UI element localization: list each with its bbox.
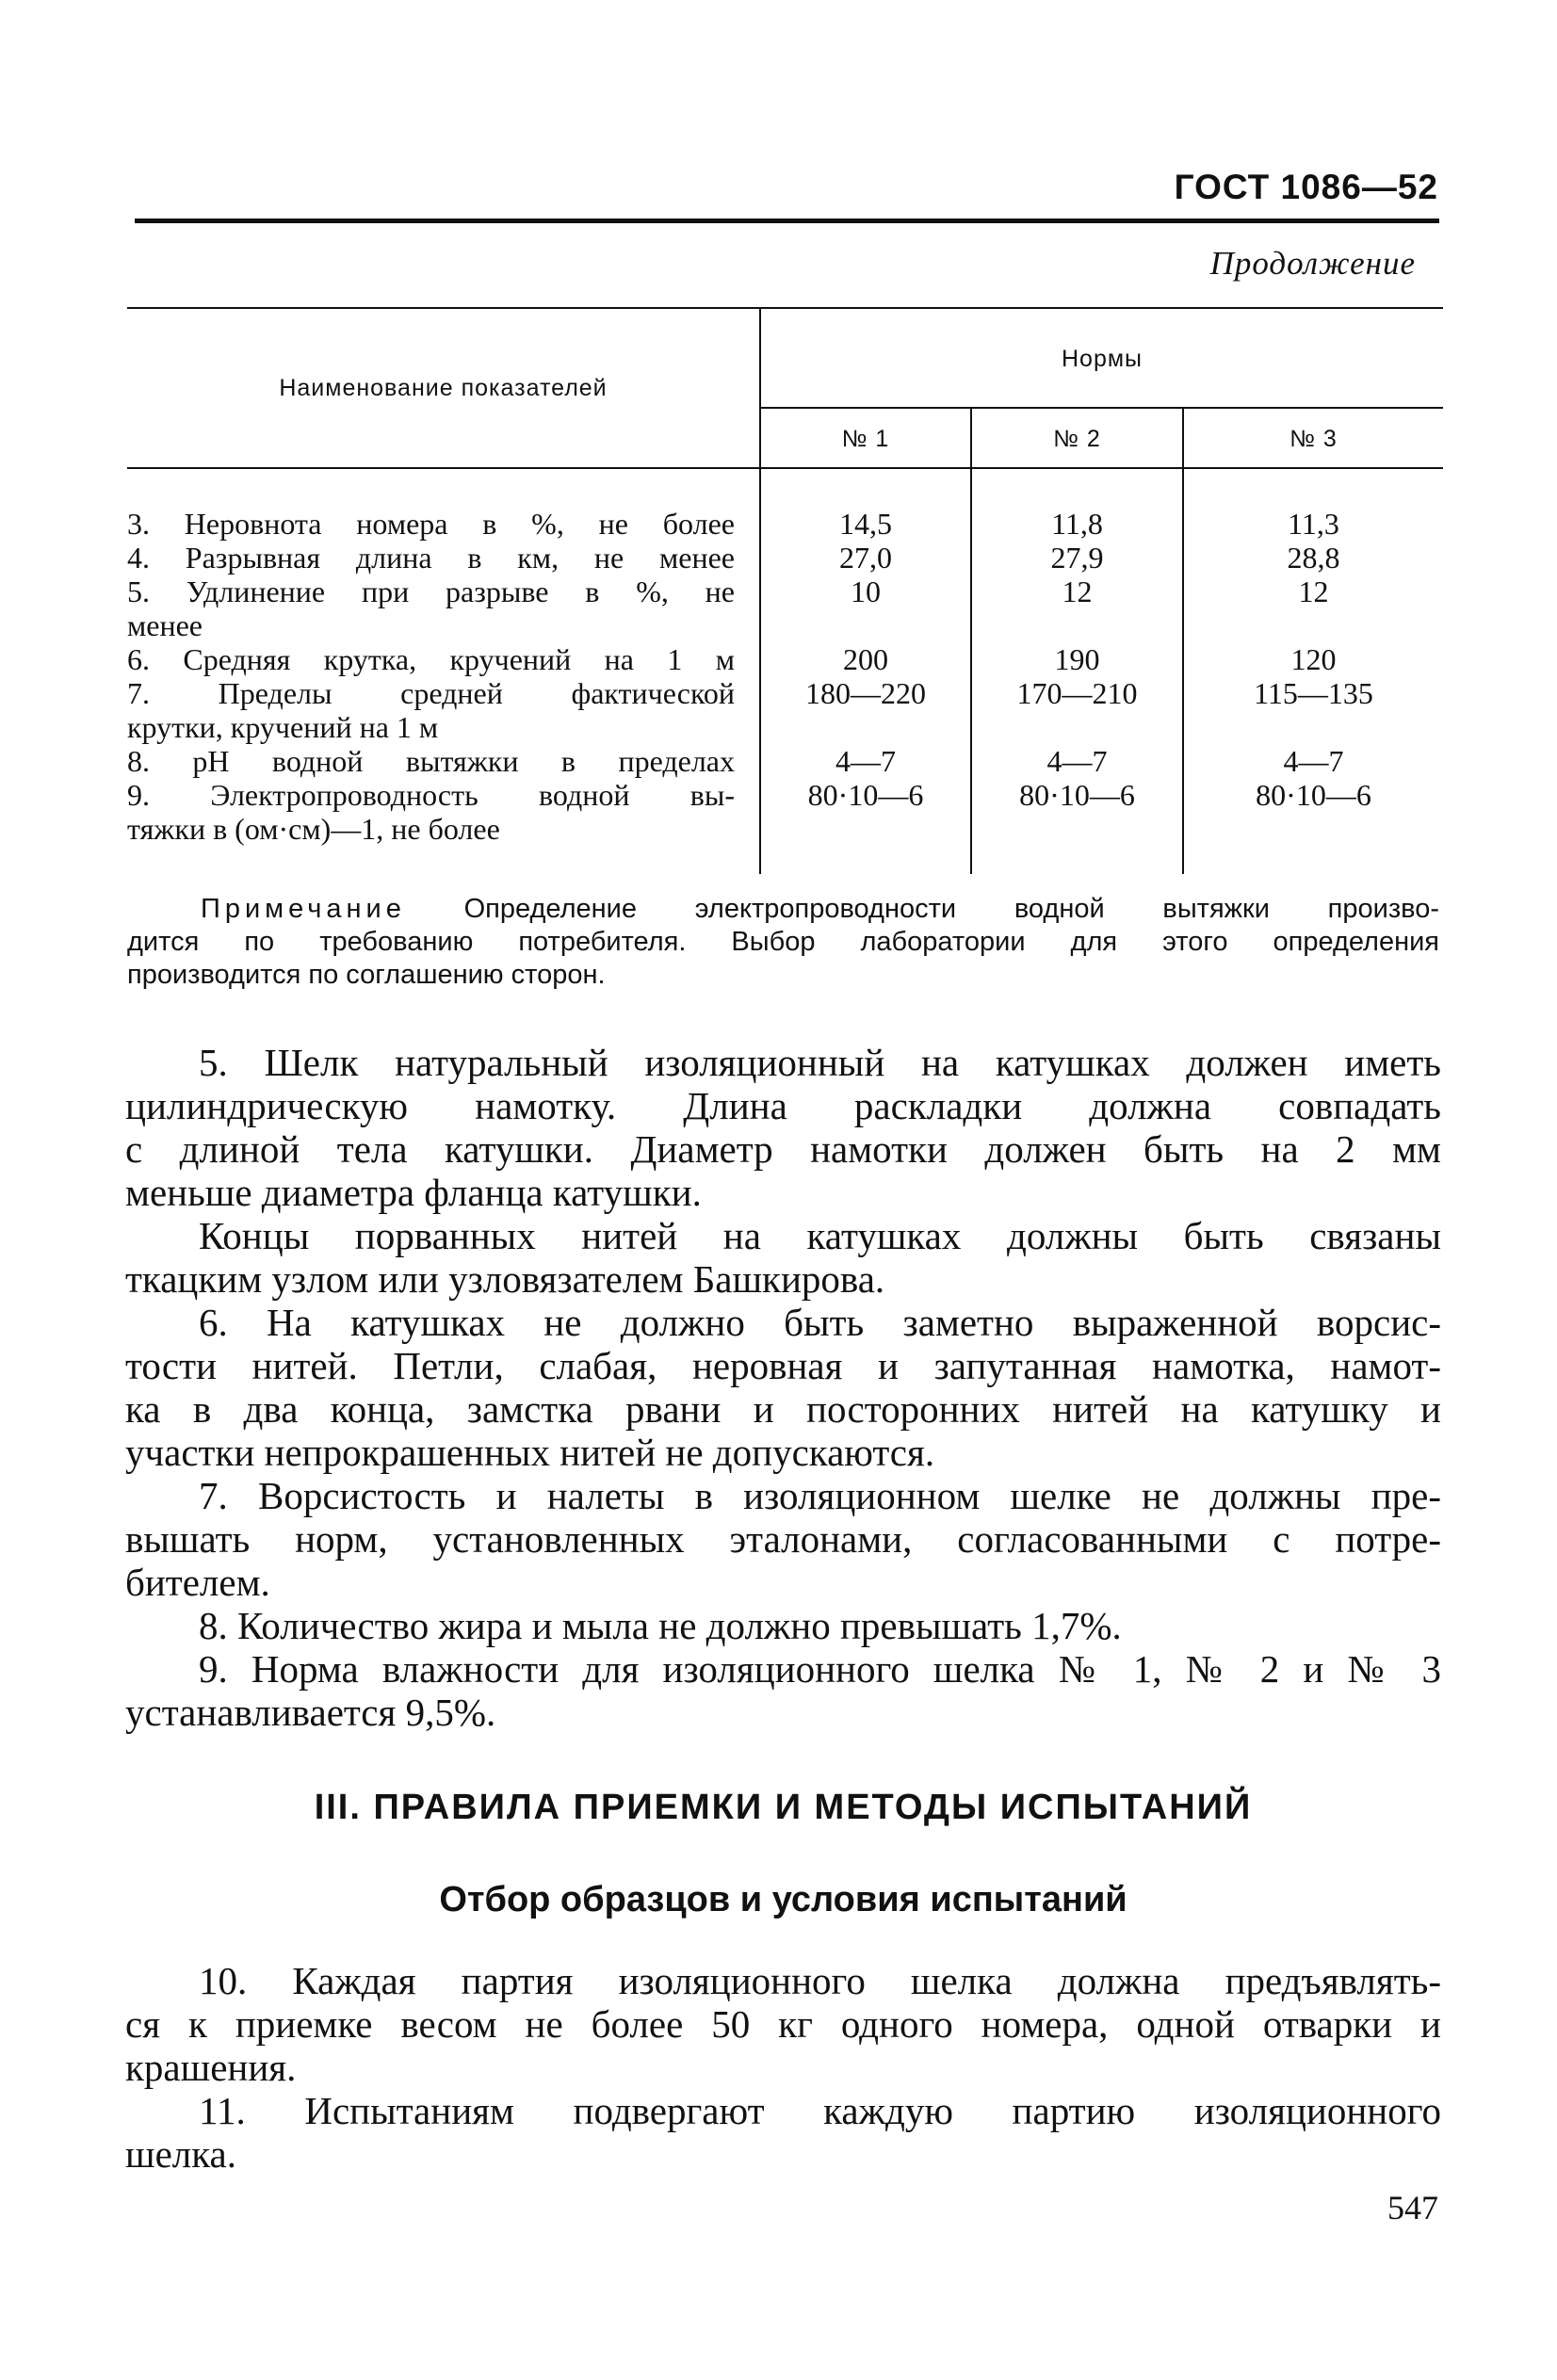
table-cell: 14,5	[839, 507, 892, 541]
note-line: производится по соглашению сторон.	[127, 960, 606, 990]
table-cell: 180—220	[805, 676, 926, 710]
table-cell: 11,8	[1051, 507, 1103, 541]
table-cell: 28,8	[1287, 541, 1340, 575]
subheader-3: № 3	[1289, 426, 1338, 452]
table-cell: 80·10—6	[1019, 778, 1135, 812]
header-rule	[135, 219, 1439, 223]
table-cell: 115—135	[1254, 676, 1373, 710]
continued-label: Продолжение	[1209, 245, 1416, 282]
table-cell: 4—7	[1283, 744, 1344, 778]
table-cell: 12	[1298, 575, 1329, 608]
paragraph: 8. Количество жира и мыла не должно превышать 1,7%.	[199, 1604, 1122, 1647]
page-number: 547	[1387, 2189, 1438, 2226]
table-head-rule	[127, 467, 1443, 469]
table-row-name: 5. Удлинение при разрыве в %, не	[127, 575, 735, 608]
table-row-name: 8. pH водной вытяжки в пределах	[127, 744, 735, 778]
paragraph: 6. На катушках не должно быть заметно выраженной ворсис- тости нитей. Петли, слабая, неровная и запутанная намотка, намот- ка в два конца, замстка рвани и посторонних нитей на катушку и участки непрокрашенных нитей не допускаются.	[125, 1301, 1441, 1474]
note-label: Примечание	[201, 894, 406, 924]
paragraph: 10. Каждая партия изоляционного шелка должна предъявлять- ся к приемке весом не более 50 кг одного номера, одной отварки и крашения.	[125, 1959, 1441, 2089]
norms-header: Нормы	[1061, 346, 1143, 372]
body-text	[125, 1041, 1441, 1734]
subheader-1: № 1	[841, 426, 890, 452]
table-cell: 120	[1290, 642, 1337, 676]
table-row-name: тяжки в (ом·см)—1, не более	[127, 812, 500, 846]
table-cell: 11,3	[1288, 507, 1339, 541]
subheader-2: № 2	[1053, 426, 1101, 452]
indicator-names	[127, 507, 735, 846]
table-cell: 80·10—6	[807, 778, 924, 812]
paragraph: 9. Норма влажности для изоляционного шелка № 1, № 2 и № 3 устанавливается 9,5%.	[125, 1647, 1441, 1734]
table-row-name: 3. Неровнота номера в %, не более	[127, 507, 735, 541]
note-line: Определение электропроводности водной вытяжки произво-	[463, 894, 1440, 924]
table-cell: 4—7	[835, 744, 896, 778]
table-cell: 80·10—6	[1256, 778, 1371, 812]
table-note	[127, 893, 1439, 992]
table-cell: 12	[1062, 575, 1093, 608]
table-row-name: 6. Средняя крутка, кручений на 1 м	[127, 642, 735, 676]
table-cell: 4—7	[1046, 744, 1108, 778]
section-heading: III. ПРАВИЛА ПРИЕМКИ И МЕТОДЫ ИСПЫТАНИЙ	[314, 1788, 1253, 1827]
norm-column-3	[1184, 507, 1443, 812]
table-row-name: 4. Разрывная длина в км, не менее	[127, 541, 735, 575]
table-cell: 170—210	[1016, 676, 1138, 710]
document-code: ГОСТ 1086—52	[1174, 168, 1438, 206]
table-row-name: менее	[127, 608, 203, 642]
paragraph: 7. Ворсистость и налеты в изоляционном шелке не должны пре- вышать норм, установленных эталонами, согласованными с потре- бителем.	[125, 1474, 1441, 1604]
col-name-header: Наименование показателей	[279, 375, 608, 401]
table-row-name: 9. Электропроводность водной вы-	[127, 778, 735, 812]
table-row-name: 7. Пределы средней фактической	[127, 676, 735, 710]
table-cell: 190	[1054, 642, 1100, 676]
table-cell: 10	[851, 575, 881, 608]
paragraph: 5. Шелк натуральный изоляционный на катушках должен иметь цилиндрическую намотку. Длина раскладки должна совпадать с длиной тела катушки. Диаметр намотки должен быть на 2 мм меньше диаметра фланца катушки.	[125, 1041, 1441, 1214]
table-cell: 200	[843, 642, 888, 676]
table-row-name: крутки, кручений на 1 м	[127, 710, 439, 744]
norm-column-2	[972, 507, 1182, 812]
paragraph: 11. Испытаниям подвергают каждую партию изоляционного шелка.	[125, 2089, 1441, 2176]
table-top-rule	[127, 307, 1443, 309]
paragraph: Концы порванных нитей на катушках должны быть связаны ткацким узлом или узловязателем Башкирова.	[125, 1214, 1441, 1301]
norm-column-1	[761, 507, 970, 812]
body-text-2	[125, 1959, 1441, 2176]
table-cell: 27,0	[839, 541, 892, 575]
note-line: дится по требованию потребителя. Выбор лаборатории для этого определения	[127, 927, 1439, 957]
table-cell: 27,9	[1050, 541, 1104, 575]
table-mid-rule	[761, 407, 1443, 409]
subsection-heading: Отбор образцов и условия испытаний	[439, 1880, 1127, 1919]
